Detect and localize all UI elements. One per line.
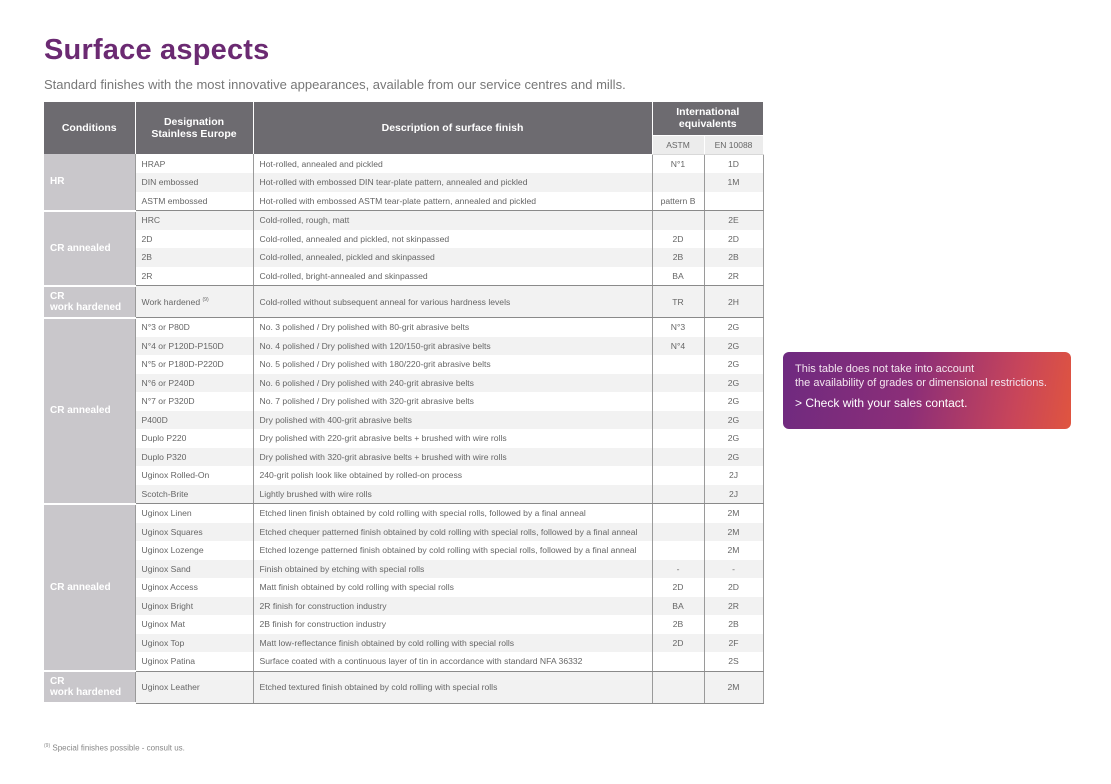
designation-text: Uginox Patina xyxy=(141,656,196,667)
astm-cell: 2D xyxy=(652,578,704,597)
designation-text: N°6 or P240D xyxy=(141,377,195,388)
designation-text: Duplo P220 xyxy=(141,433,187,444)
astm-cell xyxy=(652,541,704,560)
designation-cell xyxy=(135,634,253,653)
table-row xyxy=(44,671,763,703)
designation-text: HRC xyxy=(141,215,161,226)
astm-cell xyxy=(652,211,704,230)
designation-cell xyxy=(135,597,253,616)
astm-cell: N°1 xyxy=(652,154,704,173)
condition-cell: CR annealed xyxy=(44,504,135,672)
description-cell: Cold-rolled without subsequent anneal for various hardness levels xyxy=(253,286,652,318)
designation-text: Duplo P320 xyxy=(141,451,187,462)
condition-cell: CR work hardened xyxy=(44,671,135,703)
en-10088-cell: 1M xyxy=(704,173,763,192)
description-cell: Finish obtained by etching with special rolls xyxy=(253,560,652,579)
astm-cell xyxy=(652,504,704,523)
table-row xyxy=(44,192,763,211)
astm-cell xyxy=(652,411,704,430)
designation-text: Uginox Top xyxy=(141,637,185,648)
header-conditions: Conditions xyxy=(44,102,135,154)
sales-contact-link[interactable]: > Check with your sales contact. xyxy=(795,396,968,410)
description-cell: Hot-rolled, annealed and pickled xyxy=(253,154,652,173)
en-10088-cell: 2B xyxy=(704,615,763,634)
designation-text: Uginox Sand xyxy=(141,563,191,574)
astm-cell xyxy=(652,523,704,542)
designation-cell xyxy=(135,523,253,542)
designation-cell xyxy=(135,560,253,579)
designation-text: Uginox Access xyxy=(141,582,198,593)
description-cell: No. 4 polished / Dry polished with 120/150-grit abrasive belts xyxy=(253,337,652,356)
designation-text: Uginox Squares xyxy=(141,526,203,537)
astm-cell: 2D xyxy=(652,230,704,249)
designation-cell xyxy=(135,154,253,173)
description-cell: Cold-rolled, annealed, pickled and skinpassed xyxy=(253,248,652,267)
table-row xyxy=(44,173,763,192)
designation-cell xyxy=(135,485,253,504)
description-cell: Cold-rolled, rough, matt xyxy=(253,211,652,230)
designation-text: P400D xyxy=(141,414,168,425)
table-row xyxy=(44,466,763,485)
astm-cell xyxy=(652,652,704,671)
description-cell: 2B finish for construction industry xyxy=(253,615,652,634)
en-10088-cell: 2D xyxy=(704,230,763,249)
astm-cell: N°4 xyxy=(652,337,704,356)
designation-cell xyxy=(135,671,253,703)
footnote-marker: (9) xyxy=(44,743,51,749)
designation-text: Uginox Leather xyxy=(141,682,200,692)
table-row xyxy=(44,411,763,430)
description-cell: Matt finish obtained by cold rolling with special rolls xyxy=(253,578,652,597)
designation-text: Uginox Rolled-On xyxy=(141,470,210,481)
header-astm: ASTM xyxy=(652,135,704,154)
astm-cell: TR xyxy=(652,286,704,318)
en-10088-cell: 2B xyxy=(704,248,763,267)
table-body xyxy=(44,154,763,703)
designation-text: Work hardened xyxy=(141,296,201,307)
notice-text-line2: the availability of grades or dimensional restrictions. xyxy=(795,377,1047,389)
page-title: Surface aspects xyxy=(44,34,270,66)
footnote-text: Special finishes possible - consult us. xyxy=(52,743,185,753)
table-row xyxy=(44,560,763,579)
description-cell: Dry polished with 220-grit abrasive belts + brushed with wire rolls xyxy=(253,429,652,448)
table-row xyxy=(44,248,763,267)
astm-cell: N°3 xyxy=(652,318,704,337)
description-cell: Dry polished with 400-grit abrasive belts xyxy=(253,411,652,430)
table-row xyxy=(44,267,763,286)
en-10088-cell: 2M xyxy=(704,523,763,542)
table-row xyxy=(44,615,763,634)
astm-cell: 2D xyxy=(652,634,704,653)
table-row xyxy=(44,392,763,411)
designation-text: N°4 or P120D-P150D xyxy=(141,340,224,351)
table-row xyxy=(44,337,763,356)
designation-cell xyxy=(135,411,253,430)
en-10088-cell: 2H xyxy=(704,286,763,318)
description-cell: No. 6 polished / Dry polished with 240-grit abrasive belts xyxy=(253,374,652,393)
en-10088-cell xyxy=(704,192,763,211)
availability-notice xyxy=(783,352,1071,429)
table-row xyxy=(44,429,763,448)
astm-cell xyxy=(652,448,704,467)
table-row xyxy=(44,504,763,523)
en-10088-cell: 2G xyxy=(704,392,763,411)
description-cell: Dry polished with 320-grit abrasive belts + brushed with wire rolls xyxy=(253,448,652,467)
designation-cell xyxy=(135,448,253,467)
table-row xyxy=(44,355,763,374)
designation-cell xyxy=(135,267,253,286)
designation-cell xyxy=(135,652,253,671)
astm-cell xyxy=(652,466,704,485)
en-10088-cell: 2G xyxy=(704,429,763,448)
designation-cell xyxy=(135,337,253,356)
en-10088-cell: 2G xyxy=(704,448,763,467)
designation-cell xyxy=(135,392,253,411)
table-row xyxy=(44,485,763,504)
designation-cell xyxy=(135,541,253,560)
astm-cell: 2B xyxy=(652,248,704,267)
table-row xyxy=(44,634,763,653)
condition-cell: CR work hardened xyxy=(44,286,135,318)
description-cell: Cold-rolled, annealed and pickled, not skinpassed xyxy=(253,230,652,249)
en-10088-cell: 2M xyxy=(704,541,763,560)
description-cell: 240-grit polish look like obtained by rolled-on process xyxy=(253,466,652,485)
table-row xyxy=(44,652,763,671)
en-10088-cell: 2G xyxy=(704,411,763,430)
designation-text: 2D xyxy=(141,233,153,244)
description-cell: Hot-rolled with embossed DIN tear-plate pattern, annealed and pickled xyxy=(253,173,652,192)
astm-cell xyxy=(652,355,704,374)
astm-cell xyxy=(652,429,704,448)
table-row xyxy=(44,374,763,393)
designation-text: Uginox Bright xyxy=(141,600,194,611)
astm-cell: pattern B xyxy=(652,192,704,211)
designation-text: Uginox Lozenge xyxy=(141,545,204,556)
page-subtitle: Standard finishes with the most innovative appearances, available from our service centres and mills. xyxy=(44,77,626,92)
table-row xyxy=(44,230,763,249)
table-row xyxy=(44,578,763,597)
designation-cell xyxy=(135,173,253,192)
description-cell: Matt low-reflectance finish obtained by cold rolling with special rolls xyxy=(253,634,652,653)
table-row xyxy=(44,154,763,173)
en-10088-cell: 1D xyxy=(704,154,763,173)
description-cell: No. 3 polished / Dry polished with 80-grit abrasive belts xyxy=(253,318,652,337)
en-10088-cell: 2G xyxy=(704,318,763,337)
table-row xyxy=(44,541,763,560)
condition-cell: CR annealed xyxy=(44,318,135,504)
astm-cell xyxy=(652,173,704,192)
designation-cell xyxy=(135,355,253,374)
designation-text: 2B xyxy=(141,252,153,263)
en-10088-cell: 2J xyxy=(704,466,763,485)
header-description: Description of surface finish xyxy=(253,102,652,154)
astm-cell: - xyxy=(652,560,704,579)
header-en-10088: EN 10088 xyxy=(704,135,763,154)
en-10088-cell: 2J xyxy=(704,485,763,504)
en-10088-cell: 2G xyxy=(704,374,763,393)
astm-cell xyxy=(652,392,704,411)
table-row xyxy=(44,211,763,230)
astm-cell: BA xyxy=(652,267,704,286)
designation-cell xyxy=(135,286,253,318)
en-10088-cell: 2F xyxy=(704,634,763,653)
description-cell: No. 5 polished / Dry polished with 180/220-grit abrasive belts xyxy=(253,355,652,374)
designation-text: Uginox Linen xyxy=(141,508,192,519)
en-10088-cell: 2E xyxy=(704,211,763,230)
designation-text: N°3 or P80D xyxy=(141,322,190,333)
table-row xyxy=(44,523,763,542)
designation-cell xyxy=(135,211,253,230)
astm-cell: BA xyxy=(652,597,704,616)
description-cell: Etched chequer patterned finish obtained by cold rolling with special rolls, followed by a final anneal xyxy=(253,523,652,542)
en-10088-cell: 2M xyxy=(704,504,763,523)
en-10088-cell: 2G xyxy=(704,337,763,356)
designation-cell xyxy=(135,578,253,597)
surface-finish-table xyxy=(44,102,764,704)
designation-cell xyxy=(135,230,253,249)
designation-text: ASTM embossed xyxy=(141,195,208,206)
designation-text: N°7 or P320D xyxy=(141,396,195,407)
designation-cell xyxy=(135,318,253,337)
designation-text: 2R xyxy=(141,270,153,281)
table-row xyxy=(44,448,763,467)
astm-cell xyxy=(652,485,704,504)
designation-cell xyxy=(135,374,253,393)
table-row xyxy=(44,318,763,337)
footnote xyxy=(44,743,185,753)
en-10088-cell: 2G xyxy=(704,355,763,374)
header-designation: Designation Stainless Europe xyxy=(135,102,253,154)
designation-cell xyxy=(135,192,253,211)
designation-cell xyxy=(135,429,253,448)
astm-cell xyxy=(652,374,704,393)
en-10088-cell: 2D xyxy=(704,578,763,597)
table-row xyxy=(44,597,763,616)
footnote-reference: (9) xyxy=(202,296,209,303)
notice-text-line1: This table does not take into account xyxy=(795,363,975,375)
designation-cell xyxy=(135,466,253,485)
en-10088-cell: 2R xyxy=(704,267,763,286)
designation-text: DIN embossed xyxy=(141,177,199,188)
description-cell: Etched linen finish obtained by cold rolling with special rolls, followed by a final anneal xyxy=(253,504,652,523)
description-cell: Etched textured finish obtained by cold rolling with special rolls xyxy=(253,671,652,703)
en-10088-cell: 2M xyxy=(704,671,763,703)
en-10088-cell: 2S xyxy=(704,652,763,671)
designation-cell xyxy=(135,248,253,267)
designation-text: N°5 or P180D-P220D xyxy=(141,359,224,370)
description-cell: No. 7 polished / Dry polished with 320-grit abrasive belts xyxy=(253,392,652,411)
designation-cell xyxy=(135,504,253,523)
description-cell: Cold-rolled, bright-annealed and skinpassed xyxy=(253,267,652,286)
designation-text: Scotch-Brite xyxy=(141,488,189,499)
table-row xyxy=(44,286,763,318)
description-cell: Lightly brushed with wire rolls xyxy=(253,485,652,504)
description-cell: Etched lozenge patterned finish obtained by cold rolling with special rolls, followed by a final anneal xyxy=(253,541,652,560)
astm-cell xyxy=(652,671,704,703)
astm-cell: 2B xyxy=(652,615,704,634)
en-10088-cell: 2R xyxy=(704,597,763,616)
en-10088-cell: - xyxy=(704,560,763,579)
header-international-equivalents: International equivalents xyxy=(652,102,763,135)
condition-cell: HR xyxy=(44,154,135,211)
designation-text: Uginox Mat xyxy=(141,619,185,630)
description-cell: 2R finish for construction industry xyxy=(253,597,652,616)
designation-text: HRAP xyxy=(141,158,166,169)
condition-cell: CR annealed xyxy=(44,211,135,286)
description-cell: Surface coated with a continuous layer of tin in accordance with standard NFA 36332 xyxy=(253,652,652,671)
description-cell: Hot-rolled with embossed ASTM tear-plate pattern, annealed and pickled xyxy=(253,192,652,211)
designation-cell xyxy=(135,615,253,634)
